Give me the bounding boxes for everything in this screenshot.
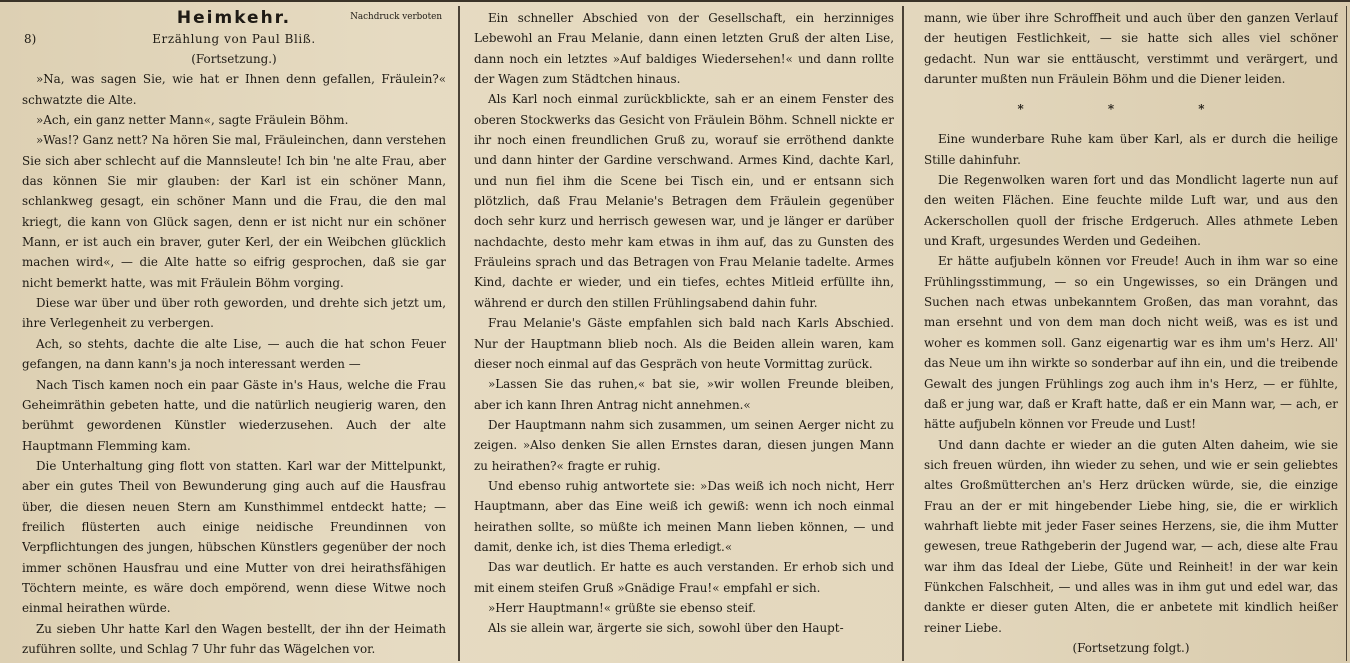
paragraph: Und ebenso ruhig antwortete sie: »Das weiß ich noch nicht, Herr Hauptmann, aber das Eine weiß ich gewiß: wenn ich noch einmal heirathen sollte, so müßte ich meinen Mann lieben können, — und damit, denke ich, ist dies Thema erledigt.« (474, 478, 894, 554)
paragraph: Nach Tisch kamen noch ein paar Gäste in's Haus, welche die Frau Geheimräthin gebeten hatte, und die natürlich neugierig waren, den berühmt gewordenen Künstler wiederzusehen. Auch der alte Hauptmann Flemming kam. (22, 377, 446, 453)
byline-row (22, 29, 446, 49)
paragraph: »Was!? Ganz nett? Na hören Sie mal, Fräuleinchen, dann verstehen Sie sich aber schlecht auf die Mannsleute! Ich bin 'ne alte Frau, aber das können Sie mir glauben: der Karl ist ein schöner Mann, schlankweg gesagt, ein schöner Mann und die Frau, die den mal kriegt, die kann von Glück sagen, denn er ist nicht nur ein schöner Mann, er ist auch ein braver, guter Kerl, der ein Weibchen glücklich machen wird«, — die Alte hatte so eifrig gesprochen, daß sie gar nicht bemerkt hatte, was mit Fräulein Böhm vorging. (22, 133, 446, 290)
paragraph: Diese war über und über roth geworden, und drehte sich jetzt um, ihre Verlegenheit zu verbergen. (22, 296, 446, 331)
column-2 (474, 8, 894, 659)
column-rule (902, 6, 904, 661)
paragraph: »Na, was sagen Sie, wie hat er Ihnen denn gefallen, Fräulein?« schwatzte die Alte. (22, 72, 446, 107)
article-title: Heimkehr. (176, 8, 292, 28)
column-rule (458, 6, 460, 661)
installment-number: 8) (24, 32, 37, 46)
paragraph: Als Karl noch einmal zurückblickte, sah er an einem Fenster des oberen Stockwerks das Gesicht von Fräulein Böhm. Schnell nickte er ihr noch einen freundlichen Gruß zu, worauf sie erröthend dankte und dann hinter der Gardine verschwand. Armes Kind, dachte Karl, und nun fiel ihm die Scene bei Tisch ein, und er entsann sich plötzlich, daß Frau Melanie's Betragen dem Fräulein gegenüber doch sehr kurz und herrisch gewesen war, und je länger er darüber nachdachte, desto mehr kam etwas in ihm auf, das zu Gunsten des Fräuleins sprach und das Betragen von Frau Melanie tadelte. Armes Kind, dachte er wieder, und ein tiefes, echtes Mitleid erfüllte ihn, während er durch den stillen Frühlingsabend dahin fuhr. (474, 92, 894, 310)
column-rule (1346, 6, 1347, 661)
column-1 (22, 8, 446, 659)
paragraph: Als sie allein war, ärgerte sie sich, sowohl über den Haupt- (488, 621, 844, 636)
paragraph: Das war deutlich. Er hatte es auch verstanden. Er erhob sich und mit einem steifen Gruß »Gnädige Frau!« empfahl er sich. (474, 560, 894, 595)
paragraph: Ach, so stehts, dachte die alte Lise, — auch die hat schon Feuer gefangen, na dann kann's ja noch interessant werden — (22, 336, 446, 372)
paragraph: »Ach, ein ganz netter Mann«, sagte Fräulein Böhm. (36, 113, 349, 128)
paragraph: Frau Melanie's Gäste empfahlen sich bald nach Karls Abschied. Nur der Hauptmann blieb noch. Als die Beiden allein waren, kam dieser noch einmal auf das Gespräch von heute Vormittag zurück. (474, 316, 894, 371)
paragraph: Eine wunderbare Ruhe kam über Karl, als er durch die heilige Stille dahinfuhr. (924, 132, 1338, 167)
paragraph: »Lassen Sie das ruhen,« bat sie, »wir wollen Freunde bleiben, aber ich kann Ihren Antrag nicht annehmen.« (474, 377, 894, 412)
section-separator: * * * (1017, 102, 1245, 117)
paragraph: Die Regenwolken waren fort und das Mondlicht lagerte nun auf den weiten Flächen. Eine feuchte milde Luft war, und aus den Ackerschollen quoll der frische Erdgeruch. Alles athmete Leben und Kraft, urgesundes Werden und Gedeihen. (924, 173, 1338, 249)
paragraph: Und dann dachte er wieder an die guten Alten daheim, wie sie sich freuen würden, ihn wieder zu sehen, und wie er sein geliebtes altes Großmütterchen an's Herz drücken würde, sie, die einzige Frau an der er mit hingebender Liebe hing, sie, die er wirklich wahrhaft liebte mit jeder Faser seines Herzens, sie, die ihm Mutter gewesen, treue Rathgeberin der Jugend war, — ach, diese alte Frau war ihm das Ideal der Liebe, Güte und Reinheit! in der war kein Fünkchen Falschheit, — und alles was in ihm gut und edel war, das dankte er dieser guten Alten, die er anbetete mit kindlich heißer reiner Liebe. (924, 437, 1338, 635)
paragraph: Zu sieben Uhr hatte Karl den Wagen bestellt, der ihn der Heimath zuführen sollte, und Schlag 7 Uhr fuhr das Wägelchen vor. (22, 621, 446, 656)
paragraph: Ein schneller Abschied von der Gesellschaft, ein herzinniges Lebewohl an Frau Melanie, dann einen letzten Gruß der alten Lise, dann noch ein letztes »Auf baldiges Wiedersehen!« und dann rollte der Wagen zum Städtchen hinaus. (474, 11, 894, 87)
paragraph: Er hätte aufjubeln können vor Freude! Auch in ihm war so eine Frühlingsstimmung, — so ein Ungewisses, so ein Drängen und Suchen nach etwas unbekanntem Großen, das man vorahnt, das man ersehnt und von dem man doch nicht weiß, was es ist und woher es kommen soll. Ganz eigenartig war es ihm um's Herz. All' das Neue um ihn wirkte so sonderbar auf ihn ein, und die treibende Gewalt des jungen Frühlings zog auch ihm in's Herz, — er fühlte, daß er jung war, daß er Kraft hatte, daß er ein Mann war, — ach, er hätte aufjubeln können vor Freude und Lust! (924, 254, 1338, 432)
paragraph-continued: mann, wie über ihre Schroffheit und auch über den ganzen Verlauf der heutigen Festlichkeit, — sie hatte sich alles viel schöner gedacht. Nun war sie enttäuscht, verstimmt und verärgert, und darunter mußten nun Fräulein Böhm und die Diener leiden. (924, 11, 1338, 87)
reprint-note: Nachdruck verboten (350, 12, 442, 22)
paragraph: Der Hauptmann nahm sich zusammen, um seinen Aerger nicht zu zeigen. »Also denken Sie allen Ernstes daran, diesen jungen Mann zu heirathen?« fragte er ruhig. (474, 417, 894, 473)
paragraph: »Herr Hauptmann!« grüßte sie ebenso steif. (488, 600, 756, 615)
footer-note: (Fortsetzung folgt.) (1072, 640, 1190, 655)
column-3 (924, 8, 1338, 659)
byline: Erzählung von Paul Bliß. (152, 32, 316, 46)
paragraph: Die Unterhaltung ging flott von statten. Karl war der Mittelpunkt, aber ein gutes Theil von Bewunderung ging auch auf die Hausfrau über, die diesen neuen Stern am Kunsthimmel entdeckt hatte; — freilich flüsterten auch einige neidische Freundinnen von Verpflichtungen des jungen, hübschen Künstlers gegenüber der noch immer schönen Hausfrau und eine Mutter von drei heirathsfähigen Töchtern meinte, es wäre doch empörend, wenn diese Witwe noch einmal heirathen würde. (22, 458, 446, 616)
continuation-label: (Fortsetzung.) (191, 52, 277, 66)
article-header (22, 8, 446, 29)
